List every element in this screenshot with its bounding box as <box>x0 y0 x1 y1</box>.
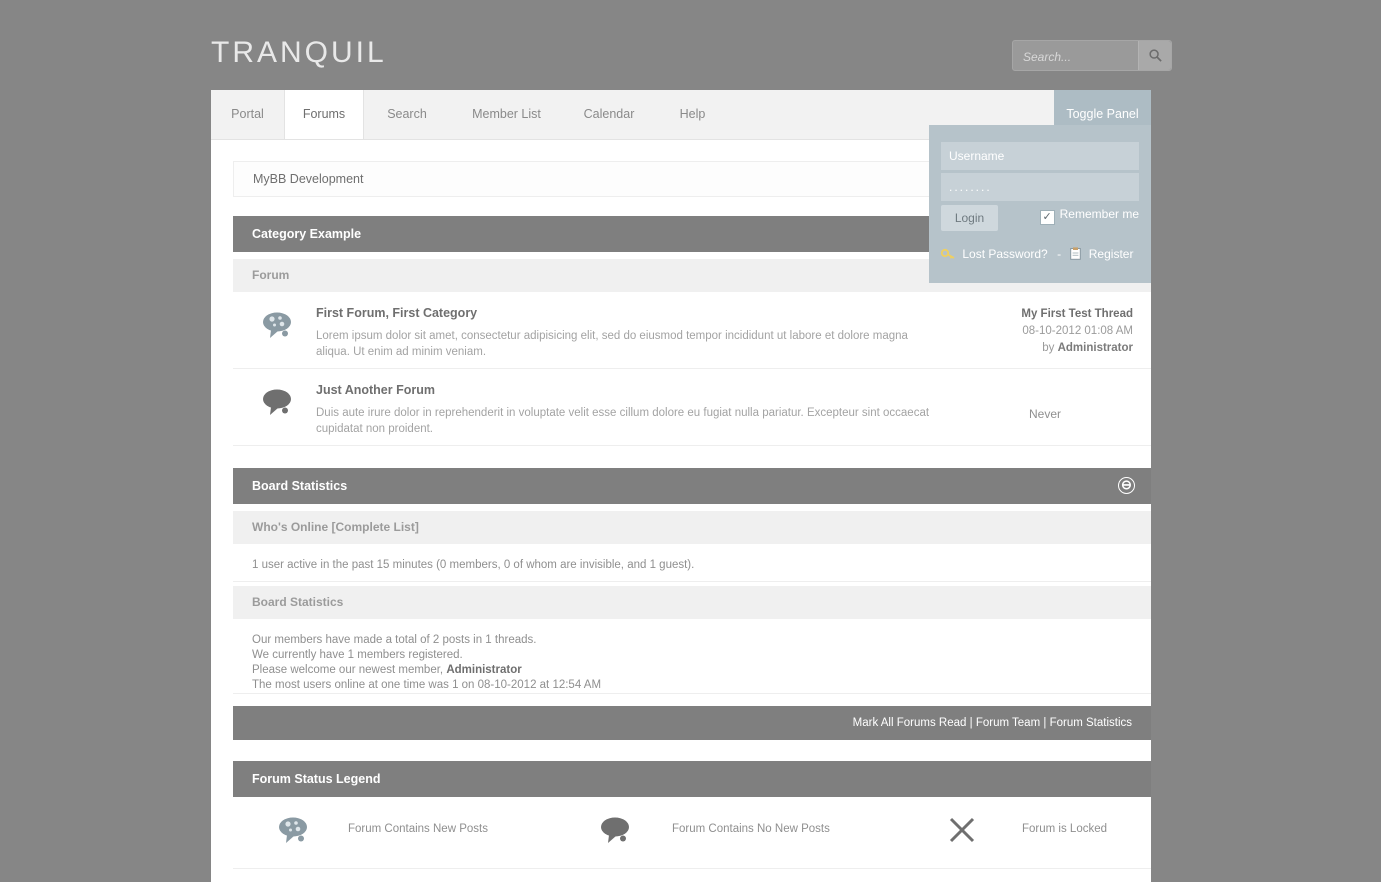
forum-new-posts-icon <box>277 815 317 849</box>
nav-item-portal[interactable]: Portal <box>231 107 264 121</box>
nav-item-forums[interactable]: Forums <box>284 90 364 139</box>
last-post-title[interactable]: My First Test Thread <box>1021 308 1133 320</box>
search-input[interactable] <box>1021 47 1135 67</box>
login-panel <box>929 125 1151 283</box>
forum-row[interactable] <box>233 369 1151 446</box>
forum-last-post <box>833 306 1133 357</box>
key-icon <box>941 247 958 261</box>
forum-title[interactable]: First Forum, First Category <box>316 306 478 320</box>
legend-item-no-new-posts <box>555 797 885 869</box>
stats-line-posts: Our members have made a total of 2 posts in 1 threads. <box>252 634 537 646</box>
remember-me-checkbox[interactable]: ✓ <box>1040 210 1055 225</box>
board-statistics-subheader <box>233 586 1151 619</box>
whos-online-header <box>233 511 1151 544</box>
forum-last-post-never: Never <box>1028 407 1061 421</box>
forum-title[interactable]: Just Another Forum <box>316 383 435 397</box>
links-separator: - <box>1057 247 1062 261</box>
remember-me-row <box>1040 207 1139 225</box>
forum-no-new-posts-icon <box>599 815 639 849</box>
whos-online-heading[interactable]: Who's Online [Complete List] <box>252 520 419 534</box>
last-post-author[interactable]: Administrator <box>1057 342 1133 354</box>
search-icon[interactable] <box>1138 41 1171 70</box>
legend-item-locked <box>885 797 1151 869</box>
collapse-icon[interactable]: ⊖ <box>1118 477 1135 494</box>
login-button[interactable]: Login <box>941 205 998 231</box>
last-post-author-line <box>833 340 1133 357</box>
nav-item-search[interactable]: Search <box>387 107 427 121</box>
legend-label: Forum Contains New Posts <box>348 823 488 835</box>
board-statistics-text <box>233 619 1151 694</box>
forum-locked-icon <box>947 815 987 849</box>
whos-online-text <box>233 544 1151 582</box>
last-post-by-prefix: by <box>1042 342 1058 354</box>
column-forum-label: Forum <box>252 268 290 282</box>
login-panel-links <box>941 247 1133 261</box>
forum-status-legend-header <box>233 761 1151 797</box>
search-box <box>1012 40 1172 71</box>
forum-no-new-posts-icon <box>261 387 297 417</box>
forum-team-link[interactable]: Forum Team <box>975 717 1041 729</box>
stats-newest-prefix: Please welcome our newest member, <box>252 664 447 676</box>
password-field[interactable] <box>941 173 1139 201</box>
stats-line-members: We currently have 1 members registered. <box>252 649 463 661</box>
footer-separator: | <box>1043 717 1047 729</box>
category-title: Category Example <box>252 227 362 241</box>
footer-separator: | <box>969 717 973 729</box>
stats-newest-member[interactable]: Administrator <box>446 664 522 676</box>
register-link[interactable]: Register <box>1088 247 1134 261</box>
nav-item-help[interactable]: Help <box>679 107 706 121</box>
site-logo: TRANQUIL <box>211 36 387 69</box>
legend-label: Forum is Locked <box>1022 823 1108 835</box>
stats-line-most-online: The most users online at one time was 1 on 08-10-2012 at 12:54 AM <box>252 679 602 691</box>
last-post-date: 08-10-2012 01:08 AM <box>1022 325 1133 337</box>
username-field[interactable] <box>941 142 1139 170</box>
breadcrumb: MyBB Development <box>233 161 1151 197</box>
board-statistics-header <box>233 468 1151 504</box>
forum-statistics-link[interactable]: Forum Statistics <box>1049 717 1132 729</box>
legend-item-new-posts <box>233 797 555 869</box>
board-statistics-title: Board Statistics <box>252 479 348 493</box>
forum-footer-links <box>233 706 1151 740</box>
forum-new-posts-icon <box>261 310 297 340</box>
clipboard-icon <box>1070 247 1084 261</box>
lost-password-link[interactable]: Lost Password? <box>962 247 1048 261</box>
mark-all-forums-read-link[interactable]: Mark All Forums Read <box>852 717 967 729</box>
remember-me-label: Remember me <box>1059 207 1139 221</box>
stats-line-newest-member <box>252 663 1132 678</box>
nav-item-member-list[interactable]: Member List <box>472 107 541 121</box>
legend-row <box>233 797 1151 869</box>
whos-online-summary: 1 user active in the past 15 minutes (0 members, 0 of whom are invisible, and 1 guest). <box>252 559 695 571</box>
toggle-panel-button[interactable]: Toggle Panel <box>1054 90 1151 139</box>
legend-label: Forum Contains No New Posts <box>672 823 830 835</box>
forum-description: Lorem ipsum dolor sit amet, consectetur adipisicing elit, sed do eiusmod tempor incididunt ut labore et dolore magna aliqua. Ut enim ad minim veniam. <box>316 330 908 358</box>
nav-item-calendar[interactable]: Calendar <box>583 107 635 121</box>
legend-title: Forum Status Legend <box>252 772 381 786</box>
forum-row[interactable] <box>233 292 1151 369</box>
forum-description: Duis aute irure dolor in reprehenderit in voluptate velit esse cillum dolore eu fugiat nulla pariatur. Excepteur sint occaecat cupidatat non proident. <box>316 407 930 435</box>
board-statistics-subtitle: Board Statistics <box>252 595 344 609</box>
